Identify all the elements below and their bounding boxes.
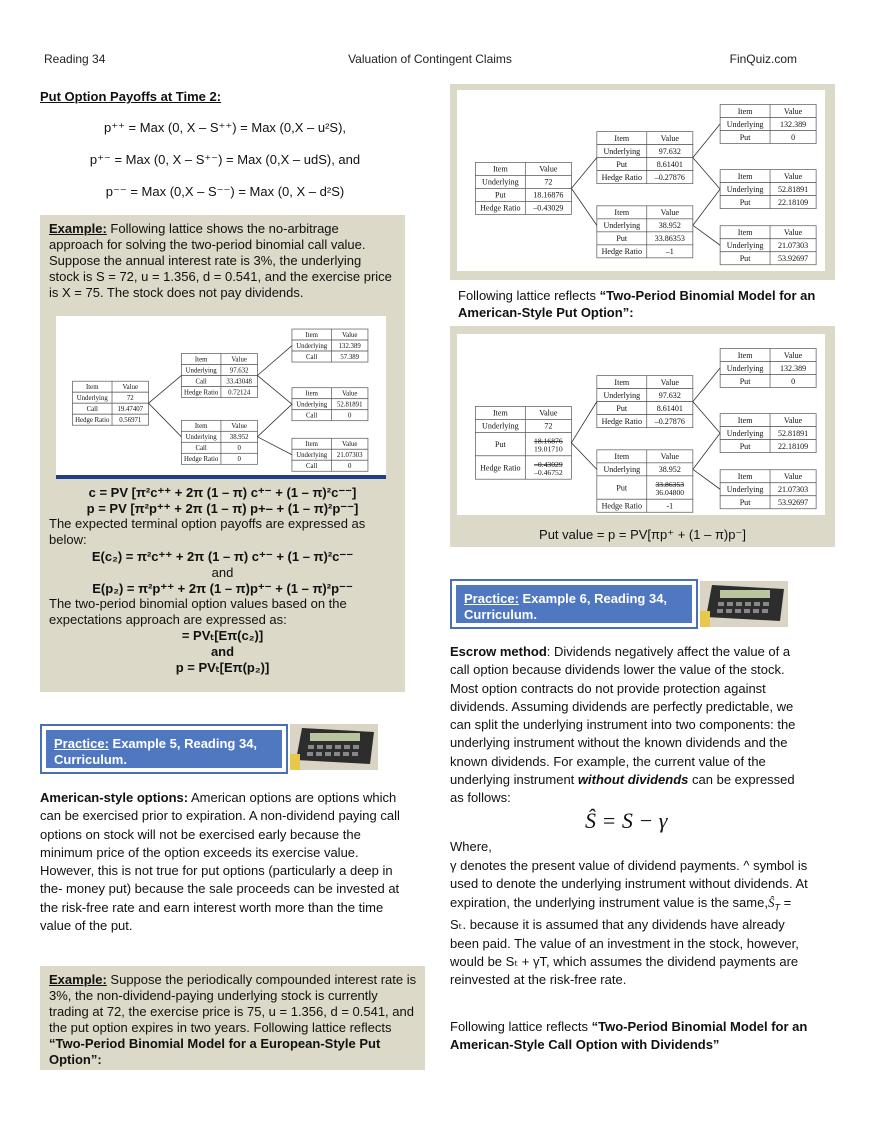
lattice-cell-label: Put — [616, 403, 628, 413]
lattice-cell-value: 0.56971 — [119, 417, 142, 425]
lattice-cell-value: 72 — [544, 177, 553, 187]
example-box-euro-put — [40, 966, 425, 1070]
lattice-cell-value: Value — [783, 106, 803, 116]
lattice-cell-value: 57.389 — [340, 353, 360, 361]
practice-example-6[interactable] — [450, 579, 698, 629]
lattice-cell-new-value: 36.04800 — [655, 488, 685, 498]
lattice-node-downdown — [720, 226, 816, 265]
lattice-cell-label: Hedge Ratio — [601, 416, 643, 426]
lattice-euro-put-frame — [450, 84, 835, 280]
lattice-branch — [257, 437, 292, 455]
lattice-amer-put-frame — [450, 326, 835, 547]
lattice-cell-label: Item — [305, 331, 318, 339]
lattice-cell-label: Item — [737, 415, 753, 425]
gamma-text — [450, 857, 810, 990]
lattice-cell-value: 18.16876 — [533, 190, 564, 200]
eq-pv-put: p = PVₜ[Eπ(p₂)] — [175, 660, 270, 675]
lattice-cell-label: Underlying — [603, 465, 641, 475]
lattice-cell-value: 0 — [348, 412, 352, 420]
lattice-cell-value: Value — [341, 390, 358, 398]
lattice-euro-put — [457, 90, 825, 271]
lattice-cell-label: Hedge Ratio — [601, 172, 643, 182]
escrow-label: Escrow method — [450, 644, 547, 659]
example-label-2: Example: — [49, 972, 107, 987]
lattice-cell-label: Item — [614, 377, 630, 387]
lattice-node-t0 — [475, 406, 571, 479]
header-site: FinQuiz.com — [729, 52, 797, 66]
example-euro-put-text — [49, 972, 419, 1068]
lattice-cell-label: Underlying — [726, 485, 764, 495]
practice-example-5[interactable] — [40, 724, 288, 774]
practice-label-6: Practice: — [464, 591, 519, 606]
dividends-intro-text: Following lattice reflects — [450, 1019, 592, 1034]
lattice-cell-value: Value — [660, 377, 679, 387]
lattice-cell-label: Underlying — [603, 221, 641, 231]
lattice-cell-value: 19.47407 — [117, 406, 144, 414]
lattice-cell-label: Put — [739, 197, 751, 207]
lattice-cell-value: 33.86353 — [654, 234, 685, 244]
lattice-cell-value: –0.27876 — [654, 416, 685, 426]
lattice-branch — [257, 404, 292, 437]
lattice-branch — [693, 469, 720, 489]
lattice-cell-value: 33.43048 — [226, 378, 252, 386]
lattice-cell-value: 21.07303 — [336, 452, 363, 460]
lattice-cell-value: 97.632 — [658, 390, 681, 400]
lattice-cell-value: Value — [539, 164, 558, 174]
lattice-node-down — [181, 420, 257, 464]
lattice-cell-value: Value — [122, 384, 139, 392]
lattice-cell-label: Underlying — [185, 434, 217, 442]
lattice-cell-label: Item — [614, 133, 630, 143]
practice-5-text: Example 5, Reading 34, Curriculum. — [54, 736, 258, 767]
lattice-cell-value: 132.389 — [338, 342, 361, 350]
lattice-cell-label: Item — [86, 384, 99, 392]
lattice-cell-value: 0 — [237, 445, 241, 453]
example-label: Example: — [49, 221, 107, 236]
american-put-title: “Two-Period Binomial Model for an American-Style Put Option”: — [458, 288, 816, 320]
lattice-cell-value: Value — [660, 133, 679, 143]
put-payoff-eq-2: p⁺⁻ = Max (0, X – S⁺⁻) = Max (0,X – udS), and — [89, 152, 361, 167]
lattice-branch — [693, 158, 720, 190]
expectations-approach-text: The two-period binomial option values based on the expectations approach are expressed as: — [49, 596, 347, 627]
practice-label: Practice: — [54, 736, 109, 751]
shat-t-subscript: T — [774, 902, 780, 913]
lattice-cell-value: 132.389 — [780, 119, 807, 129]
lattice-cell-label: Put — [739, 254, 751, 264]
shat-t-symbol: Ŝ — [767, 894, 775, 910]
lattice-node-upup — [720, 348, 816, 387]
lattice-cell-label: Hedge Ratio — [184, 389, 219, 397]
lattice-cell-label: Item — [305, 441, 318, 449]
shat-equation: Ŝ = S − γ — [585, 808, 668, 833]
lattice-cell-value: Value — [341, 331, 358, 339]
lattice-branch — [149, 375, 182, 403]
lattice-node-updown — [720, 170, 816, 209]
put-value-eq: Put value = p = PV[πp⁺ + (1 – π)p⁻] — [539, 527, 746, 542]
lattice-node-downdown — [720, 470, 816, 509]
example-box-call — [40, 215, 405, 692]
lattice-cell-label: Underlying — [726, 428, 764, 438]
lattice-node-updown — [292, 388, 368, 421]
lattice-cell-value: Value — [660, 452, 679, 462]
and-2: and — [210, 644, 235, 659]
lattice-cell-label: Put — [739, 441, 751, 451]
calculator-image-2 — [700, 581, 788, 632]
lattice-cell-value: Value — [231, 356, 247, 364]
lattice-cell-value: 0.72124 — [228, 389, 251, 397]
eq-put-value: p = PV [π²p⁺⁺ + 2π (1 – π) p+– + (1 – π)²p⁻⁻] — [86, 501, 359, 516]
lattice-node-up — [181, 353, 257, 397]
lattice-cell-label: Underlying — [296, 401, 328, 409]
lattice-cell-value: 52.81891 — [336, 401, 363, 409]
lattice-cell-value: 132.389 — [780, 363, 807, 373]
lattice-cell-label: Underlying — [296, 452, 328, 460]
lattice-cell-label: Underlying — [726, 119, 764, 129]
lattice-cell-value: 38.952 — [658, 221, 681, 231]
lattice-cell-label: Underlying — [482, 177, 519, 187]
escrow-body-2: can be expressed as follows: — [450, 772, 795, 806]
lattice-cell-value: Value — [341, 441, 358, 449]
lattice-cell-value: 21.07303 — [777, 241, 809, 251]
lattice-branch — [149, 403, 182, 437]
dividends-lattice-title: “Two-Period Binomial Model for an American-Style Call Option with Dividends” — [450, 1019, 808, 1052]
lattice-branch — [571, 158, 596, 189]
lattice-cell-label: Underlying — [603, 146, 641, 156]
lattice-branch — [693, 433, 720, 469]
lattice-cell-label: Hedge Ratio — [601, 247, 643, 257]
lattice-cell-value: –1 — [665, 247, 674, 257]
lattice-cell-value: 97.632 — [229, 367, 249, 375]
lattice-amer-put-svg — [457, 334, 825, 515]
lattice-cell-label: Call — [195, 445, 207, 453]
lattice-cell-value: 53.92697 — [777, 254, 809, 264]
dividends-lattice-intro — [450, 1018, 810, 1054]
lattice-cell-label: Call — [195, 378, 207, 386]
calculator-image-1 — [290, 724, 378, 775]
lattice-cell-label: Call — [86, 406, 98, 414]
lattice-cell-value: 0 — [791, 132, 796, 142]
lattice-cell-value: –0.43029 — [533, 203, 564, 213]
lattice-cell-label: Item — [194, 356, 208, 364]
lattice-cell-label: Underlying — [296, 342, 328, 350]
lattice-node-upup — [292, 329, 368, 362]
lattice-cell-old-value: 33.86353 — [655, 480, 685, 490]
lattice-cell-value: 52.81891 — [777, 184, 809, 194]
american-put-intro-text: Following lattice reflects — [458, 288, 600, 303]
lattice-cell-label: Underlying — [185, 367, 217, 375]
and-1: and — [211, 565, 234, 580]
lattice-cell-value: 38.952 — [658, 465, 681, 475]
lattice-cell-label: Hedge Ratio — [480, 463, 521, 473]
lattice-branch — [693, 402, 720, 434]
lattice-cell-value: –0.27876 — [654, 172, 685, 182]
lattice-cell-label: Underlying — [603, 390, 641, 400]
put-payoffs-heading: Put Option Payoffs at Time 2: — [40, 89, 222, 104]
lattice-branch — [693, 225, 720, 245]
lattice-node-down — [597, 206, 693, 258]
lattice-cell-label: Put — [739, 376, 751, 386]
eq-expected-call: E(c₂) = π²c⁺⁺ + 2π (1 – π) c⁺⁻ + (1 – π)²c⁻⁻ — [91, 549, 354, 564]
lattice-cell-label: Put — [739, 132, 751, 142]
lattice-node-up — [597, 376, 693, 428]
lattice-cell-label: Call — [306, 353, 318, 361]
lattice-cell-label: Item — [614, 452, 630, 462]
lattice-branch — [571, 188, 596, 225]
lattice-cell-label: Item — [737, 472, 753, 482]
american-put-intro — [458, 287, 828, 321]
lattice-cell-old-value: 18.16876 — [534, 436, 563, 446]
lattice-branch — [693, 124, 720, 158]
example-call-text — [49, 221, 394, 301]
example-euro-put-body: Suppose the periodically compounded interest rate is 3%, the non-dividend-paying underlying stock is currently trading at 72, the exercise price is 75, u = 1.356, d = 0.541, and the put option expires in two years. Following lattice reflects — [49, 972, 417, 1035]
american-style-text — [40, 789, 400, 935]
lattice-branch — [571, 443, 596, 470]
lattice-cell-label: Item — [492, 164, 508, 174]
lattice-cell-label: Item — [305, 390, 318, 398]
lattice-cell-label: Call — [306, 412, 318, 420]
lattice-cell-label: Item — [737, 350, 753, 360]
lattice-call — [56, 316, 386, 479]
lattice-cell-value: 53.92697 — [777, 498, 809, 508]
lattice-cell-label: Underlying — [726, 363, 764, 373]
lattice-cell-label: Item — [194, 423, 208, 431]
lattice-cell-label: Item — [492, 408, 508, 418]
lattice-call-svg — [56, 316, 386, 479]
gamma-body-1: γ denotes the present value of dividend payments. ^ symbol is used to denote the underlying instrument without dividends. At expiration, the underlying instrument value is the same, — [450, 858, 808, 910]
lattice-cell-label: Item — [737, 171, 753, 181]
lattice-cell-label: Hedge Ratio — [601, 501, 643, 511]
lattice-node-upup — [720, 104, 816, 143]
example-call-body: Following lattice shows the no-arbitrage approach for solving the two-period binomial call value. Suppose the annual interest rate is 3%, the underlying stock is S = 72, u = 1.356, d = 0.541, and the exercise price is X = 75. The stock does not pay dividends. — [49, 221, 392, 300]
lattice-cell-value: Value — [539, 408, 558, 418]
lattice-cell-value: 8.61401 — [656, 159, 683, 169]
lattice-node-down — [597, 450, 693, 512]
lattice-cell-value: 72 — [126, 395, 134, 403]
lattice-cell-value: 0 — [237, 456, 241, 464]
american-style-label: American-style options: — [40, 790, 189, 805]
lattice-cell-label: Put — [494, 439, 506, 449]
gamma-body-2: = Sₜ. because it is assumed that any dividends have already been paid. The value of an investment in the stock, however, would be Sₜ + γT, which assumes the dividend payments are reinvested at the risk-free rate. — [450, 894, 799, 988]
lattice-cell-value: Value — [783, 350, 803, 360]
lattice-cell-label: Call — [306, 463, 318, 471]
lattice-cell-label: Put — [616, 159, 628, 169]
lattice-cell-value: 22.18109 — [777, 197, 809, 207]
lattice-cell-old-value: –0.43029 — [534, 460, 563, 470]
lattice-cell-value: 0 — [348, 463, 352, 471]
lattice-branch — [571, 402, 596, 443]
lattice-cell-new-value: –0.46752 — [534, 468, 563, 478]
lattice-cell-label: Item — [737, 106, 753, 116]
eq-call-value: c = PV [π²c⁺⁺ + 2π (1 – π) c⁺⁻ + (1 – π)²c⁻⁻] — [88, 485, 357, 500]
lattice-cell-value: -1 — [666, 501, 674, 511]
header-title: Valuation of Contingent Claims — [348, 52, 512, 66]
lattice-node-downdown — [292, 438, 368, 471]
example-euro-put-title: “Two-Period Binomial Model for a European-Style Put Option”: — [49, 1036, 381, 1067]
lattice-branch — [257, 346, 292, 376]
lattice-node-updown — [720, 414, 816, 453]
lattice-cell-label: Hedge Ratio — [75, 417, 110, 425]
expected-payoffs-text: The expected terminal option payoffs are expressed as below: — [49, 516, 366, 547]
lattice-cell-value: 38.952 — [229, 434, 249, 442]
lattice-amer-put — [457, 334, 825, 515]
lattice-cell-value: 0 — [791, 376, 796, 386]
lattice-cell-label: Underlying — [726, 184, 764, 194]
lattice-cell-value: 22.18109 — [777, 441, 809, 451]
lattice-branch — [693, 368, 720, 402]
lattice-branch — [257, 375, 292, 404]
lattice-cell-label: Underlying — [76, 395, 108, 403]
lattice-cell-value: Value — [783, 472, 803, 482]
put-payoff-eq-1: p⁺⁺ = Max (0, X – S⁺⁺) = Max (0,X – u²S), — [103, 120, 347, 135]
lattice-cell-label: Put — [739, 498, 751, 508]
eq-pv-call: = PVₜ[Eπ(c₂)] — [181, 628, 264, 643]
lattice-branch — [693, 189, 720, 225]
lattice-cell-label: Item — [737, 228, 753, 238]
escrow-body-1: : Dividends negatively affect the value of a call option because dividends lower the value of the stock. Most option contracts do not provide protection against dividends. Assuming dividends are perfectly predictable, we can split the underlying instrument into two components: the underlying instrument without the known dividends and the known dividends. For example, the current value of the underlying instrument — [450, 644, 796, 788]
lattice-cell-value: 72 — [544, 421, 553, 431]
escrow-without-dividends: without dividends — [577, 772, 689, 788]
lattice-cell-value: Value — [660, 208, 679, 218]
lattice-cell-new-value: 19.01710 — [534, 444, 563, 454]
lattice-cell-value: 8.61401 — [656, 403, 683, 413]
american-style-body: American options are options which can be exercised prior to expiration. A non-dividend paying call options on stock will not be exercised early because the minimum price of the option exceeds its exercise value. However, this is not true for put options (particularly a deep in the- money put) because the sale proceeds can be invested at the risk-free rate and earn interest worth more than the time value of the put. — [40, 790, 400, 934]
lattice-cell-label: Put — [494, 190, 506, 200]
practice-6-text: Example 6, Reading 34, Curriculum. — [464, 591, 668, 622]
lattice-cell-value: 52.81891 — [777, 428, 809, 438]
lattice-cell-label: Hedge Ratio — [480, 203, 521, 213]
lattice-cell-value: Value — [783, 228, 803, 238]
eq-expected-put: E(p₂) = π²p⁺⁺ + 2π (1 – π)p⁺⁻ + (1 – π)²p⁻⁻ — [92, 581, 353, 596]
lattice-cell-value: Value — [783, 171, 803, 181]
lattice-node-t0 — [475, 162, 571, 214]
lattice-cell-label: Underlying — [482, 421, 519, 431]
escrow-method-text — [450, 643, 810, 808]
lattice-cell-label: Underlying — [726, 241, 764, 251]
lattice-node-t0 — [73, 381, 149, 425]
where-label: Where, — [450, 839, 492, 854]
lattice-cell-value: Value — [783, 415, 803, 425]
put-payoff-eq-3: p⁻⁻ = Max (0,X – S⁻⁻) = Max (0, X – d²S) — [105, 184, 345, 199]
lattice-cell-value: 97.632 — [658, 146, 681, 156]
lattice-cell-label: Item — [614, 208, 630, 218]
lattice-cell-label: Put — [616, 483, 628, 493]
header-reading: Reading 34 — [44, 52, 106, 66]
lattice-cell-label: Hedge Ratio — [184, 456, 219, 464]
lattice-node-up — [597, 132, 693, 184]
lattice-cell-label: Put — [616, 234, 628, 244]
lattice-cell-value: 21.07303 — [777, 485, 809, 495]
lattice-cell-value: Value — [231, 423, 247, 431]
lattice-euro-put-svg — [457, 90, 825, 271]
